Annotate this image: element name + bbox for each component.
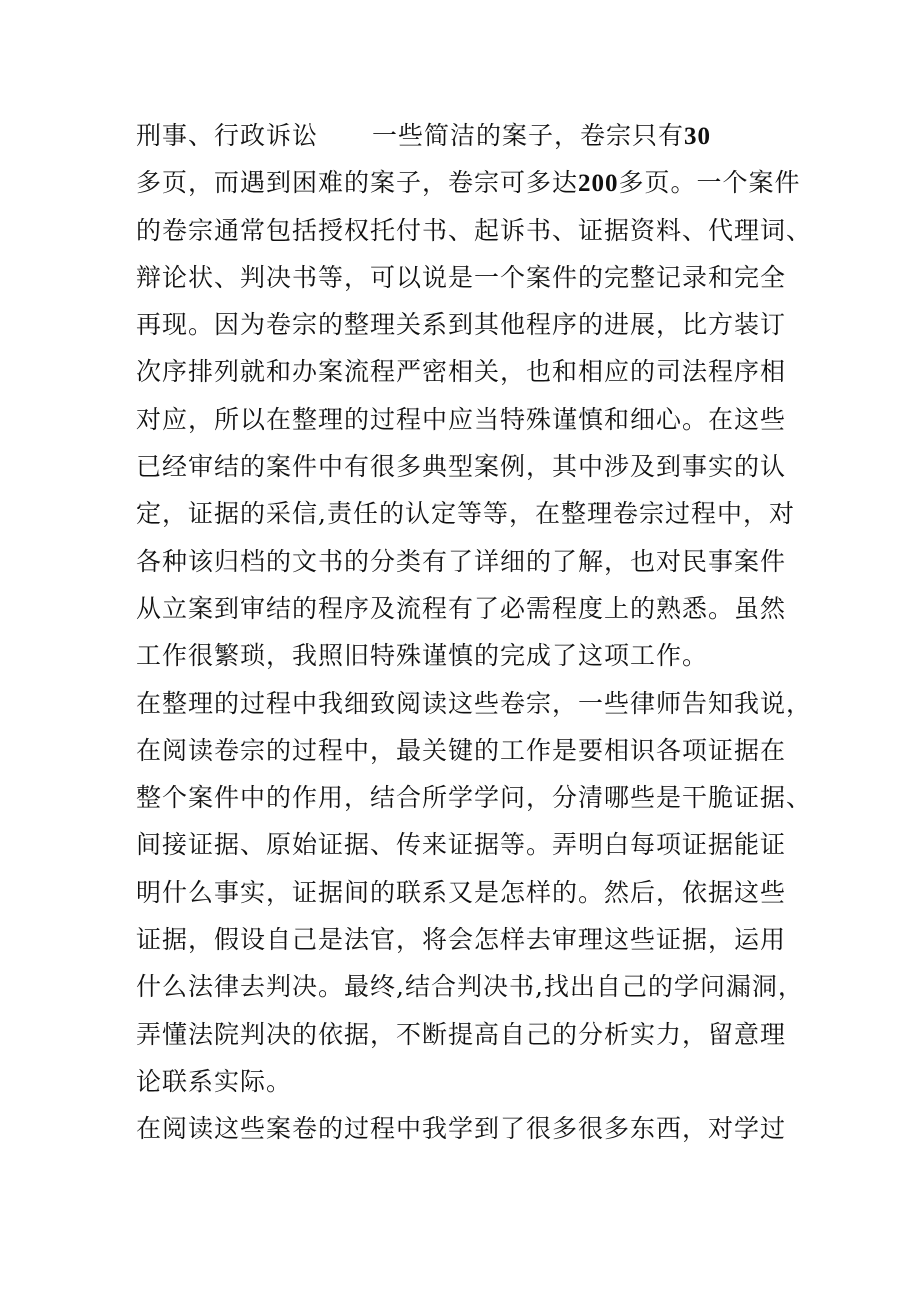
text-line: 再现。因为卷宗的整理关系到其他程序的进展，比方装订: [136, 310, 787, 340]
text-line: 弄懂法院判决的依据，不断提高自己的分析实力，留意理: [136, 1019, 787, 1049]
line-segment: 一些简洁的案子，卷宗只有: [372, 121, 685, 150]
bold-number: 200: [578, 170, 619, 198]
text-line: 在阅读卷宗的过程中，最关键的工作是要相识各项证据在: [136, 735, 787, 765]
text-line: [136, 112, 826, 159]
body-text: [136, 112, 826, 1153]
text-line: 明什么事实，证据间的联系又是怎样的。然后，依据这些: [136, 877, 787, 907]
text-line: 论联系实际。: [136, 1066, 293, 1096]
line-segment: 多页。一个案件: [618, 168, 801, 198]
paragraph-start-line: 在阅读这些案卷的过程中我学到了很多很多东西，对学过: [136, 1114, 787, 1144]
line-segment: 刑事、行政诉讼: [136, 121, 319, 150]
text-line: 的卷宗通常包括授权托付书、起诉书、证据资料、代理词、: [136, 215, 813, 245]
text-line: 对应，所以在整理的过程中应当特殊谨慎和细心。在这些: [136, 404, 787, 434]
text-line: 工作很繁琐，我照旧特殊谨慎的完成了这项工作。: [136, 641, 709, 671]
text-line: 各种该归档的文书的分类有了详细的了解，也对民事案件: [136, 546, 787, 576]
text-line: 间接证据、原始证据、传来证据等。弄明白每项证据能证: [136, 830, 787, 860]
text-line: [136, 159, 826, 206]
text-line: 整个案件中的作用，结合所学学问，分清哪些是干脆证据、: [136, 783, 813, 813]
text-line: 次序排列就和办案流程严密相关，也和相应的司法程序相: [136, 357, 787, 387]
bold-number: 30: [684, 123, 712, 150]
line-segment: 多页，而遇到困难的案子，卷宗可多达: [136, 168, 579, 198]
text-line: 证据，假设自己是法官，将会怎样去审理这些证据，运用: [136, 925, 787, 955]
paragraph-start-line: 在整理的过程中我细致阅读这些卷宗，一些律师告知我说，: [136, 688, 813, 718]
text-line: 定，证据的采信,责任的认定等等，在整理卷宗过程中，对: [136, 499, 795, 529]
text-line: 已经审结的案件中有很多典型案例，其中涉及到事实的认: [136, 452, 787, 482]
text-line: 从立案到审结的程序及流程有了必需程度上的熟悉。虽然: [136, 593, 787, 623]
text-line: 辩论状、判决书等，可以说是一个案件的完整记录和完全: [136, 262, 787, 292]
text-line: 什么法律去判决。最终,结合判决书,找出自己的学问漏洞，: [136, 972, 804, 1002]
